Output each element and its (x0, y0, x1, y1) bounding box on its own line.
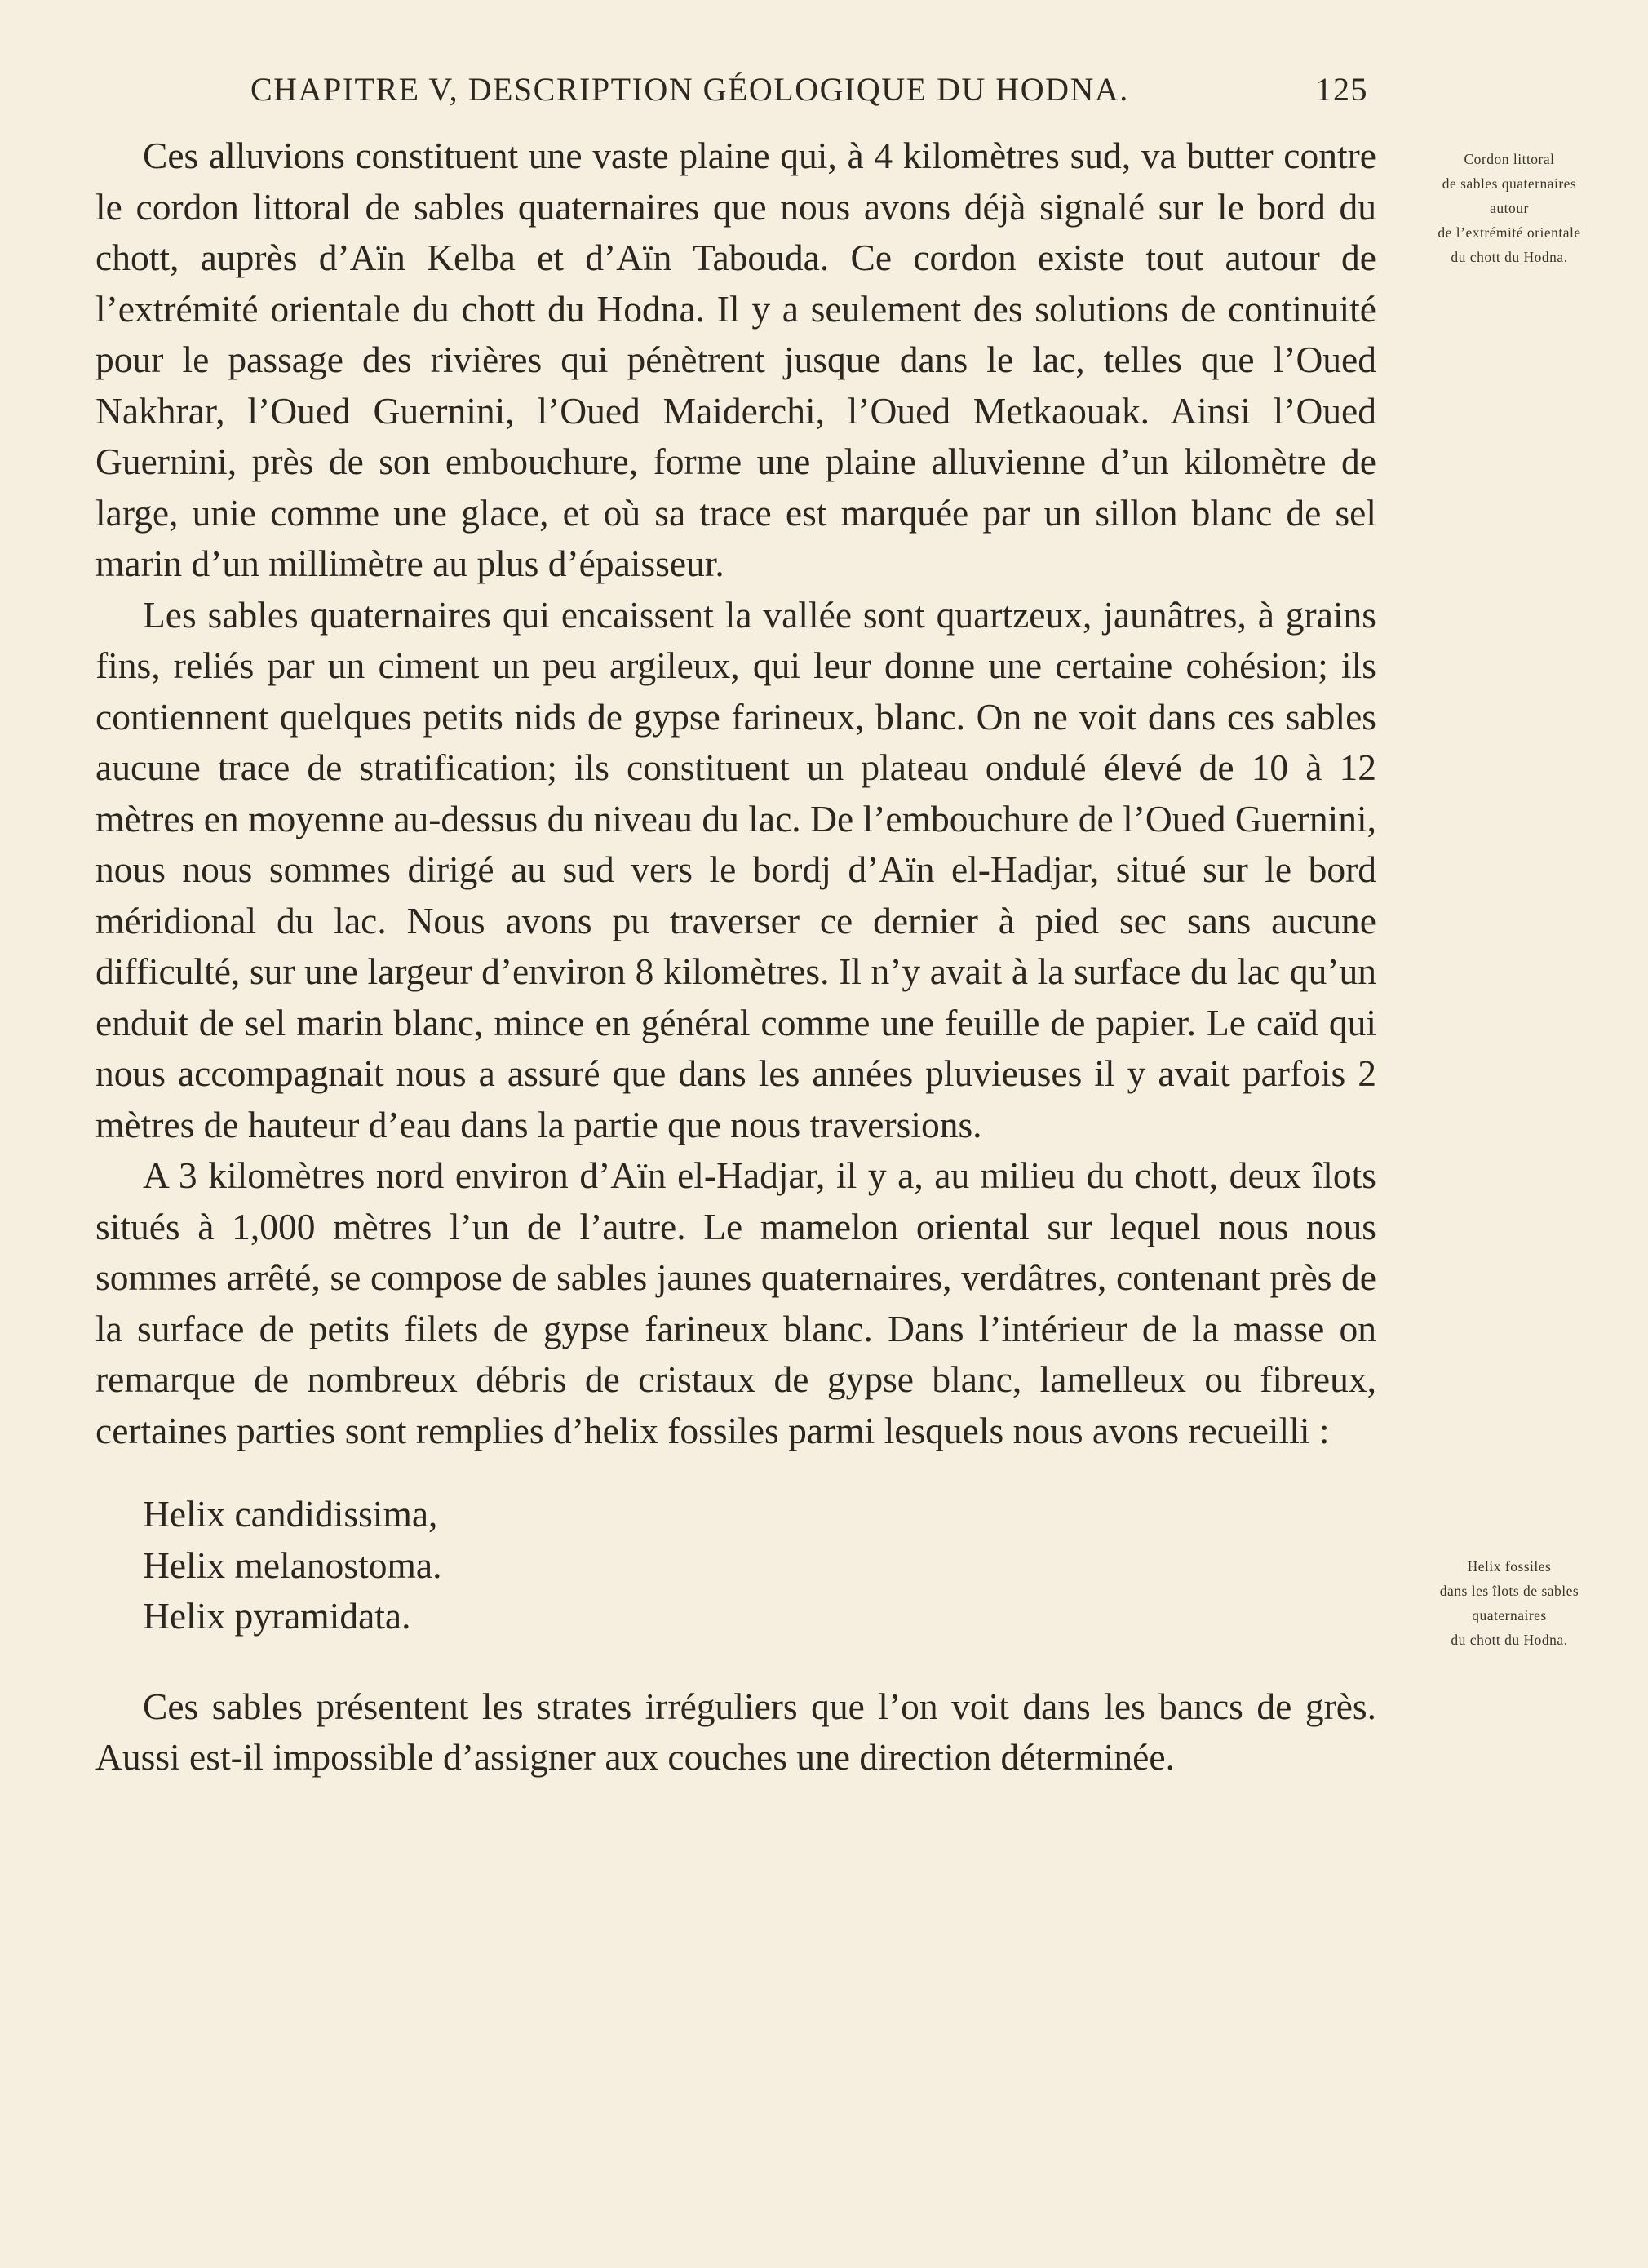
margin-note-line: du chott du Hodna. (1451, 1632, 1568, 1648)
species-item: Helix melanostoma. (143, 1544, 442, 1586)
margin-note-line: Cordon littoral (1464, 151, 1555, 167)
paragraph-3: A 3 kilomètres nord environ d’Aïn el-Hadjar, il y a, au milieu du chott, deux îlots situés à 1,000 mètres l’un de l’autre. Le mamelon oriental sur lequel nous nous sommes arrêté, se compose de sables jaunes quaternaires, verdâtres, contenant près de la surface de petits filets de gypse farineux blanc. Dans l’intérieur de la masse on remarque de nombreux débris de cristaux de gypse blanc, lamelleux ou fibreux, certaines parties sont remplies d’helix fossiles parmi lesquels nous avons recueilli : (95, 1154, 1376, 1451)
page-number: 125 (1315, 71, 1368, 108)
chapter-title: CHAPITRE V, DESCRIPTION GÉOLOGIQUE DU HODNA. (250, 71, 1129, 108)
running-header (95, 70, 1368, 119)
margin-note-line: de sables quaternaires (1442, 175, 1577, 192)
species-list (143, 1489, 1376, 1642)
closing-paragraph: Ces sables présentent les strates irréguliers que l’on voit dans les bancs de grès. Aussi est-il impossible d’assigner aux couches une direction déterminée. (95, 1685, 1376, 1778)
margin-note-line: du chott du Hodna. (1451, 249, 1568, 265)
paragraph-2: Les sables quaternaires qui encaissent la vallée sont quartzeux, jaunâtres, à grains fins, reliés par un ciment un peu argileux, qui leur donne une certaine cohésion; ils contiennent quelques petits nids de gypse farineux, blanc. On ne voit dans ces sables aucune trace de stratification; ils constituent un plateau ondulé élevé de 10 à 12 mètres en moyenne au-dessus du niveau du lac. De l’embouchure de l’Oued Guernini, nous nous sommes dirigé au sud vers le bordj d’Aïn el-Hadjar, situé sur le bord méridional du lac. Nous avons pu traverser ce dernier à pied sec sans aucune difficulté, sur une largeur d’environ 8 kilomètres. Il n’y avait à la surface du lac qu’un enduit de sel marin blanc, mince en général comme une feuille de papier. Le caïd qui nous accompagnait nous a assuré que dans les années pluvieuses il y avait parfois 2 mètres de hauteur d’eau dans la partie que nous traversions. (95, 593, 1376, 1145)
margin-note-line: autour (1490, 200, 1529, 216)
margin-note-line: dans les îlots de sables (1439, 1583, 1579, 1599)
species-item: Helix pyramidata. (143, 1595, 411, 1637)
margin-note-line: quaternaires (1472, 1607, 1547, 1623)
margin-note-line: de l’extrémité orientale (1438, 224, 1581, 241)
margin-note-cordon-littoral (1387, 147, 1632, 269)
body-text (95, 131, 1376, 1783)
species-item: Helix candidissima, (143, 1493, 438, 1535)
margin-note-helix-fossiles (1387, 1554, 1632, 1652)
margin-note-line: Helix fossiles (1467, 1558, 1552, 1575)
paragraph-1: Ces alluvions constituent une vaste plaine qui, à 4 kilomètres sud, va butter contre le cordon littoral de sables quaternaires que nous avons déjà signalé sur le bord du chott, auprès d’Aïn Kelba et d’Aïn Tabouda. Ce cordon existe tout autour de l’extrémité orientale du chott du Hodna. Il y a seulement des solutions de continuité pour le passage des rivières qui pénètrent jusque dans le lac, telles que l’Oued Nakhrar, l’Oued Guernini, l’Oued Maiderchi, l’Oued Metkaouak. Ainsi l’Oued Guernini, près de son embouchure, forme une plaine alluvienne d’un kilomètre de large, unie comme une glace, et où sa trace est marquée par un sillon blanc de sel marin d’un millimètre au plus d’épaisseur. (95, 135, 1376, 584)
